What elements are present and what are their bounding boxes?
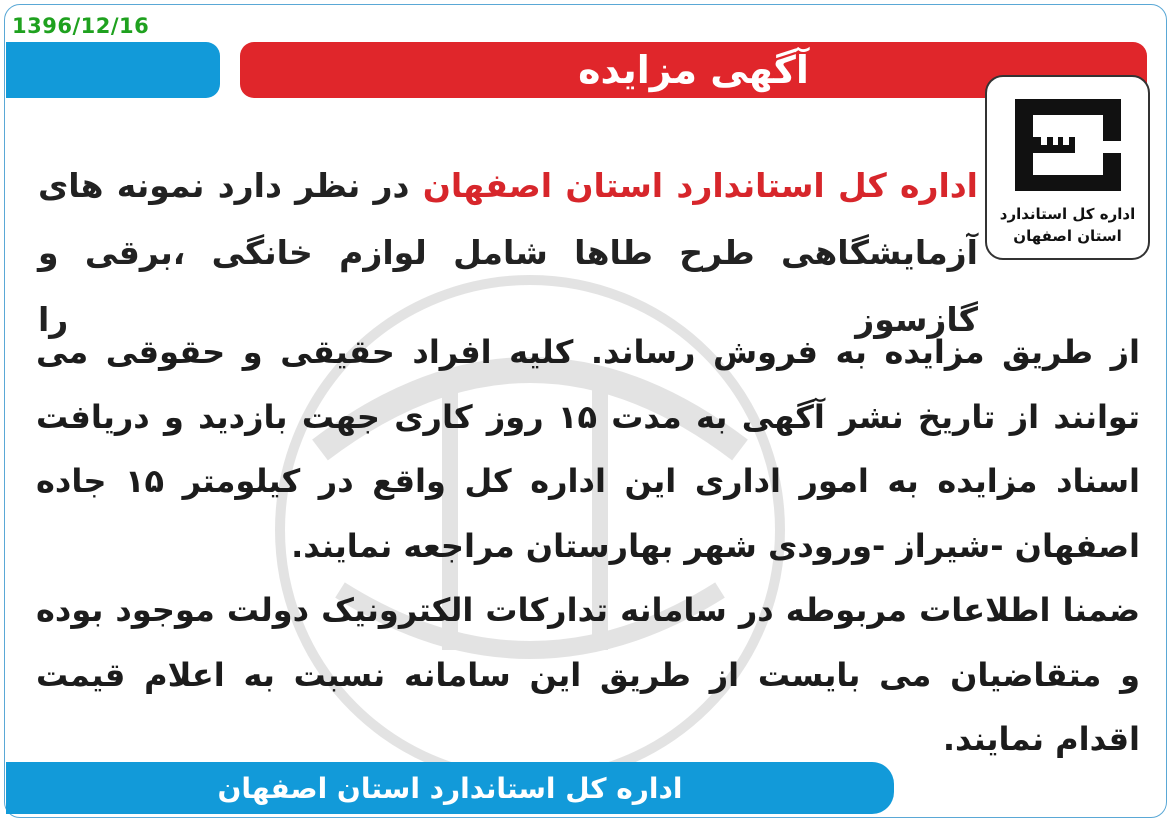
body-paragraph-1: از طریق مزایده به فروش رساند. کلیه افراد حقیقی و حقوقی می توانند از تاریخ نشر آگهی به مدت ۱۵ روز کاری جهت بازدید و دریافت اسناد مزایده به امور اداری این اداره کل واقع در کیلومتر ۱۵ جاده اصفهان -شیراز -ورودی شهر بهارستان مراجعه نمایند. bbox=[36, 333, 1141, 565]
ad-title: آگهی مزایده bbox=[578, 48, 809, 92]
publish-date: 1396/12/16 bbox=[12, 14, 150, 38]
iso-standard-mark-icon bbox=[1005, 91, 1131, 199]
footer-banner bbox=[6, 762, 894, 814]
ad-body bbox=[36, 320, 1140, 772]
organization-name: اداره کل استاندارد استان اصفهان bbox=[422, 166, 978, 205]
intro-rest: در نظر دارد نمونه های آزمایشگاهی طرح طاها شامل لوازم خانگی ،برقی و گازسوز را bbox=[38, 166, 978, 339]
standard-logo bbox=[985, 75, 1150, 260]
body-paragraph-2: ضمنا اطلاعات مربوطه در سامانه تدارکات الکترونیک دولت موجود بوده و متقاضیان می بایست از طریق این سامانه نسبت به اعلام قیمت اقدام نمایند. bbox=[36, 591, 1140, 758]
logo-caption-line1: اداره کل استاندارد bbox=[999, 205, 1136, 223]
header-accent-bar bbox=[6, 42, 220, 98]
footer-organization: اداره کل استاندارد استان اصفهان bbox=[217, 771, 683, 805]
logo-caption-line2: استان اصفهان bbox=[1013, 227, 1122, 245]
logo-caption bbox=[987, 203, 1148, 247]
